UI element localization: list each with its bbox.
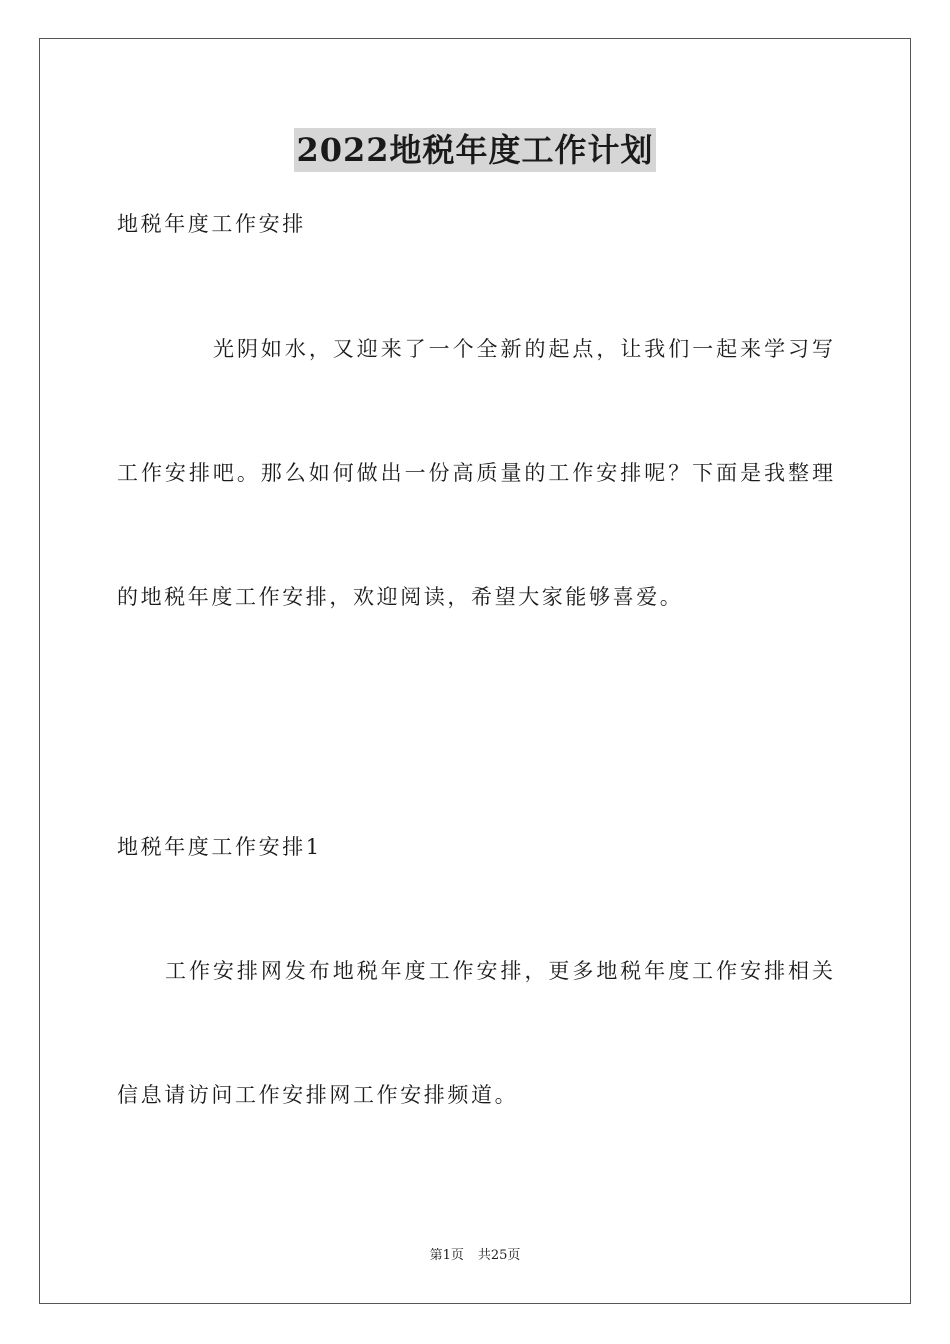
document-title: 2022地税年度工作计划: [294, 128, 655, 172]
document-title-block: [0, 128, 950, 172]
section-line-2: 信息请访问工作安排网工作安排频道。: [117, 1083, 519, 1107]
intro-line-1: 光阴如水，又迎来了一个全新的起点，让我们一起来学习写: [213, 337, 833, 361]
intro-line-3: 的地税年度工作安排，欢迎阅读，希望大家能够喜爱。: [117, 585, 684, 609]
page-number: 第1页: [429, 1248, 464, 1263]
intro-line-2: 工作安排吧。那么如何做出一份高质量的工作安排呢？下面是我整理: [117, 461, 833, 485]
page-total: 共25页: [477, 1248, 521, 1263]
document-subtitle: 地税年度工作安排: [117, 212, 306, 236]
section-line-1: 工作安排网发布地税年度工作安排，更多地税年度工作安排相关: [165, 959, 833, 983]
page-footer: [0, 1246, 950, 1266]
section-heading: 地税年度工作安排1: [117, 835, 322, 859]
